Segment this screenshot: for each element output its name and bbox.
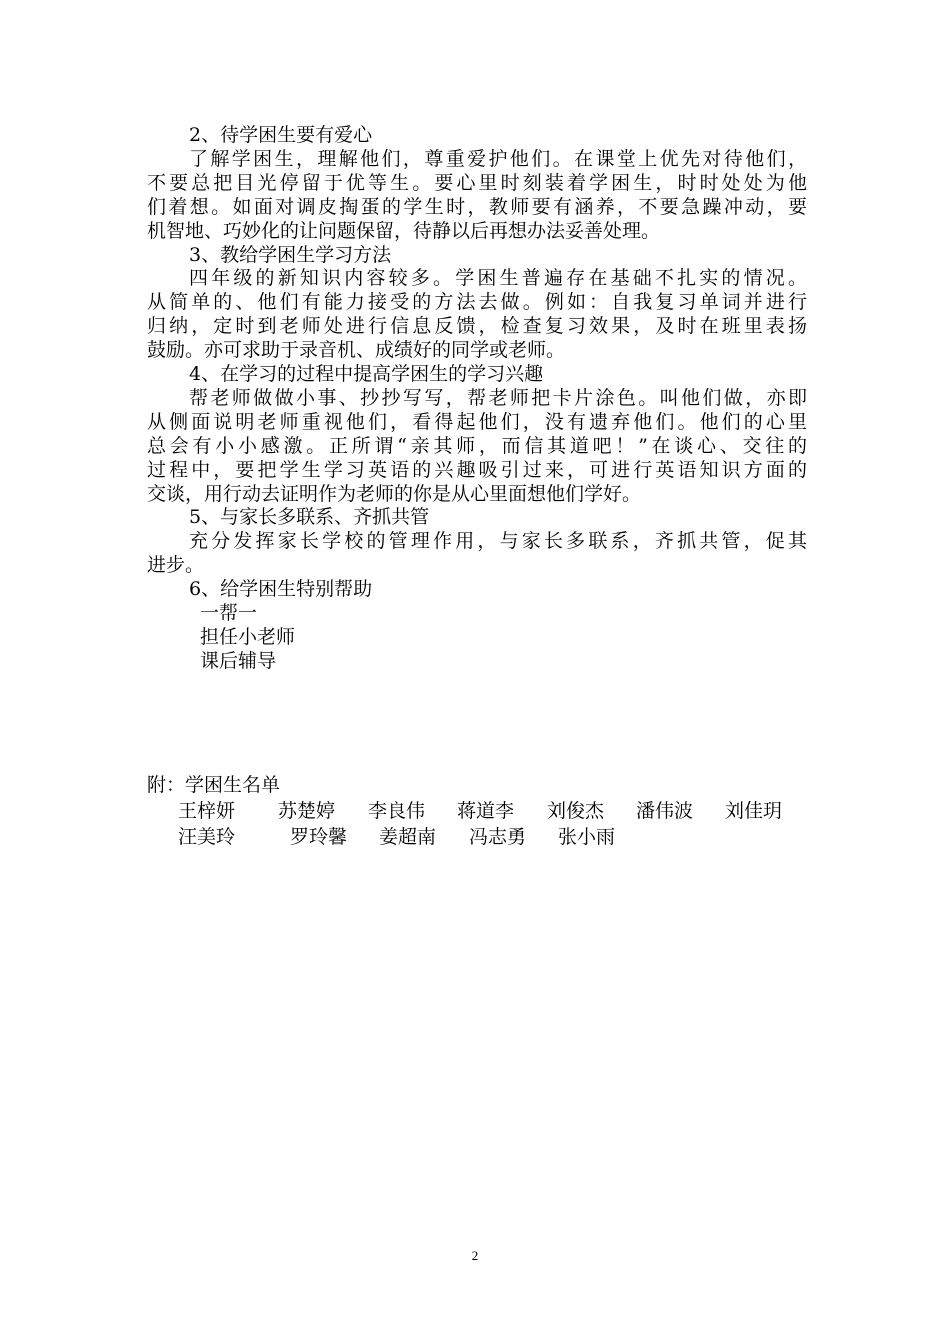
paragraph-line: 四年级的新知识内容较多。学困生普遍存在基础不扎实的情况。 [189,267,807,290]
paragraph-line: 从侧面说明老师重视他们，看得起他们，没有遗弃他们。他们的心里 [147,410,807,433]
appendix-title: 附：学困生名单 [147,774,281,796]
paragraph-line: 不要总把目光停留于优等生。要心里时刻装着学困生，时时处处为他 [147,171,807,194]
roster-name: 王梓妍 [178,800,236,822]
paragraph-line: 们着想。如面对调皮掏蛋的学生时，教师要有涵养，不要急躁冲动，要 [147,195,807,218]
roster-name: 潘伟波 [636,800,694,822]
paragraph-line: 归纳，定时到老师处进行信息反馈，检查复习效果，及时在班里表扬 [147,315,807,338]
paragraph-line: 机智地、巧妙化的让问题保留，待静以后再想办法妥善处理。 [147,219,661,242]
paragraph-line: 过程中，要把学生学习英语的兴趣吸引过来，可进行英语知识方面的 [147,458,807,481]
paragraph-line: 交谈，用行动去证明作为老师的你是从心里面想他们学好。 [147,482,642,505]
list-item: 课后辅导 [200,649,277,672]
roster-name: 刘佳玥 [725,800,783,822]
paragraph-line: 充分发挥家长学校的管理作用，与家长多联系，齐抓共管，促其 [189,530,807,553]
paragraph-line: 从简单的、他们有能力接受的方法去做。例如：自我复习单词并进行 [147,291,807,314]
list-item: 一帮一 [200,602,258,624]
roster-name: 冯志勇 [469,826,527,848]
roster-name: 刘俊杰 [547,800,605,822]
section-heading: 4、在学习的过程中提高学困生的学习兴趣 [189,363,544,385]
section-heading: 5、与家长多联系、齐抓共管 [189,506,430,529]
page-number: 2 [471,1248,479,1263]
section-heading: 6、给学困生特别帮助 [189,578,373,601]
section-heading: 2、待学困生要有爱心 [189,124,373,146]
roster-name: 罗玲馨 [290,826,348,848]
paragraph-line: 进步。 [147,554,205,577]
paragraph-line: 鼓励。亦可求助于录音机、成绩好的同学或老师。 [147,339,566,362]
roster-name: 张小雨 [558,826,616,848]
paragraph-line: 了解学困生，理解他们，尊重爱护他们。在课堂上优先对待他们， [189,147,807,170]
roster-name: 李良伟 [368,800,426,822]
roster-name: 蒋道李 [457,800,515,822]
paragraph-line: 总会有小小感激。正所谓“亲其师，而信其道吧！”在谈心、交往的 [147,434,807,457]
roster-name: 姜超南 [379,826,437,848]
roster-name: 汪美玲 [178,826,236,848]
paragraph-line: 帮老师做做小事、抄抄写写，帮老师把卡片涂色。叫他们做，亦即 [189,386,807,409]
roster-name: 苏楚婷 [278,800,336,822]
section-heading: 3、教给学困生学习方法 [189,243,392,266]
list-item: 担任小老师 [200,625,296,648]
